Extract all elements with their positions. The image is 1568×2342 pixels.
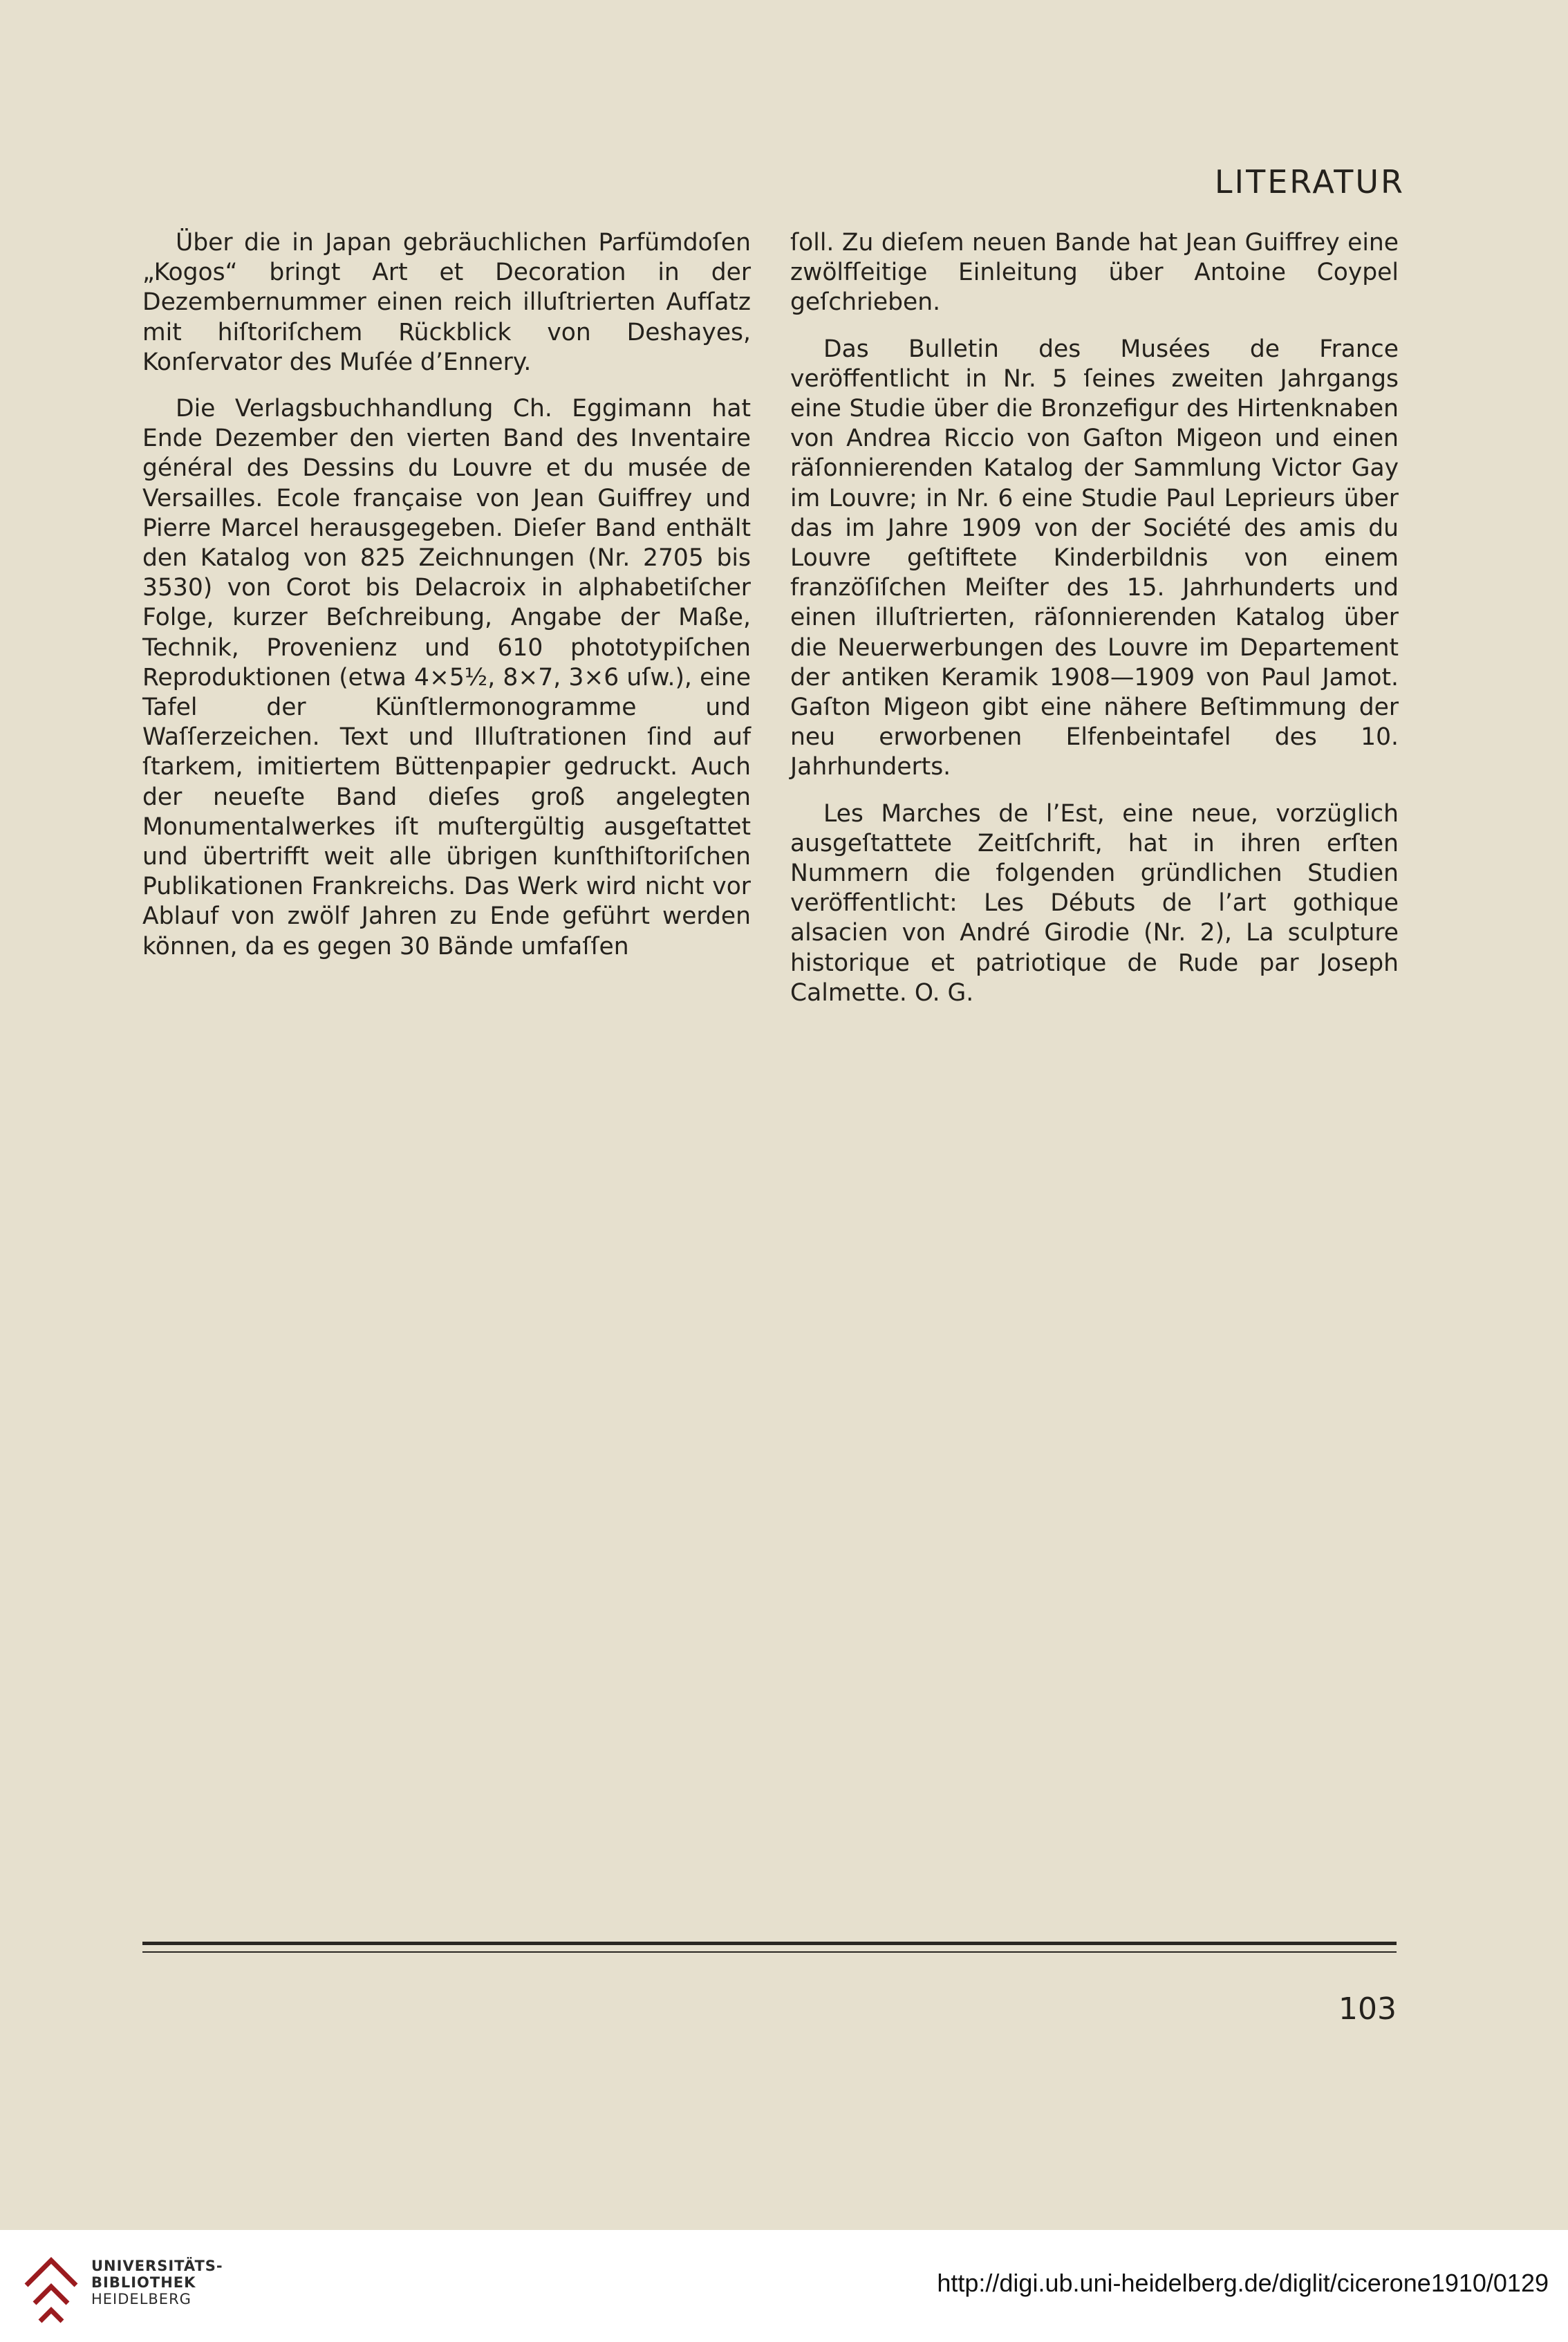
library-logo-icon (19, 2244, 83, 2330)
right-column (790, 228, 1399, 1025)
running-header: LITERATUR (1214, 163, 1405, 201)
logo-line-2: BIBLIOTHEK (91, 2274, 196, 2291)
digitization-footer (0, 2230, 1568, 2342)
logo-line-1: UNIVERSITÄTS- (91, 2258, 223, 2274)
left-column (142, 228, 751, 978)
paragraph-bulletin: Das Bulletin des Musées de France veröffentlicht in Nr. 5 ſeines zweiten Jahrgangs eine Studie über die Bronzefigur des Hirtenknaben von Andrea Riccio von Gaſton Migeon und einen räſonnierenden Katalog der Sammlung Victor Gay im Louvre; in Nr. 6 eine Studie Paul Leprieurs über das im Jahre 1909 von der Société des amis du Louvre geſtiftete Kinderbildnis von einem franzöſiſchen Meiſter des 15. Jahrhunderts und einen illuſtrierten, räſonnierenden Katalog über die Neuerwerbungen des Louvre im Departement der antiken Keramik 1908—1909 von Paul Jamot. Gaſton Migeon gibt eine nähere Beſtimmung der neu erworbenen Elfenbeintafel des 10. Jahrhunderts. (790, 335, 1399, 781)
footer-rule-thick (142, 1942, 1397, 1945)
paragraph-inventaire: Die Verlagsbuchhandlung Ch. Eggimann hat Ende Dezember den vierten Band des Inventaire général des Dessins du Louvre et du musée de Versailles. Ecole française von Jean Guiffrey und Pierre Marcel herausgegeben. Dieſer Band enthält den Katalog von 825 Zeichnungen (Nr. 2705 bis 3530) von Corot bis Delacroix in alphabetiſcher Folge, kurzer Beſchreibung, Angabe der Maße, Technik, Provenienz und 610 phototypiſchen Reproduktionen (etwa 4×5½, 8×7, 3×6 uſw.), eine Tafel der Künſtlermonogramme und Waſſerzeichen. Text und Illuſtrationen ſind auf ſtarkem, imitiertem Büttenpapier gedruckt. Auch der neueſte Band dieſes groß angelegten Monumentalwerkes iſt muſtergültig ausgeſtattet und übertrifft weit alle übrigen kunſthiſtoriſchen Publikationen Frankreichs. Das Werk wird nicht vor Ablauf von zwölf Jahren zu Ende geführt werden können, da es gegen 30 Bände umfaſſen (142, 395, 751, 960)
paragraph-continuation: ſoll. Zu dieſem neuen Bande hat Jean Guiffrey eine zwölfſeitige Einleitung über Antoine Coypel geſchrieben. (790, 229, 1399, 317)
library-logo-text (91, 2258, 223, 2307)
paragraph-marches: Les Marches de l’Est, eine neue, vorzüglich ausgeſtattete Zeitſchrift, hat in ihren erſten Nummern die folgenden gründlichen Studien veröffentlicht: Les Débuts de l’art gothique alsacien von André Girodie (Nr. 2), La sculpture historique et patriotique de Rude par Joseph Calmette. O. G. (790, 799, 1399, 1007)
logo-line-3: HEIDELBERG (91, 2291, 192, 2307)
footer-rule-thin (142, 1951, 1397, 1953)
paragraph-kogos: Über die in Japan gebräuchlichen Parfümdoſen „Kogos“ bringt Art et Decoration in der Dezembernummer einen reich illuſtrierten Aufſatz mit hiſtoriſchem Rückblick von Deshayes, Konſervator des Muſée d’Ennery. (142, 229, 751, 376)
page-number: 103 (1338, 1991, 1397, 2027)
source-url-link[interactable]: http://digi.ub.uni-heidelberg.de/diglit/cicerone1910/0129 (937, 2269, 1549, 2297)
